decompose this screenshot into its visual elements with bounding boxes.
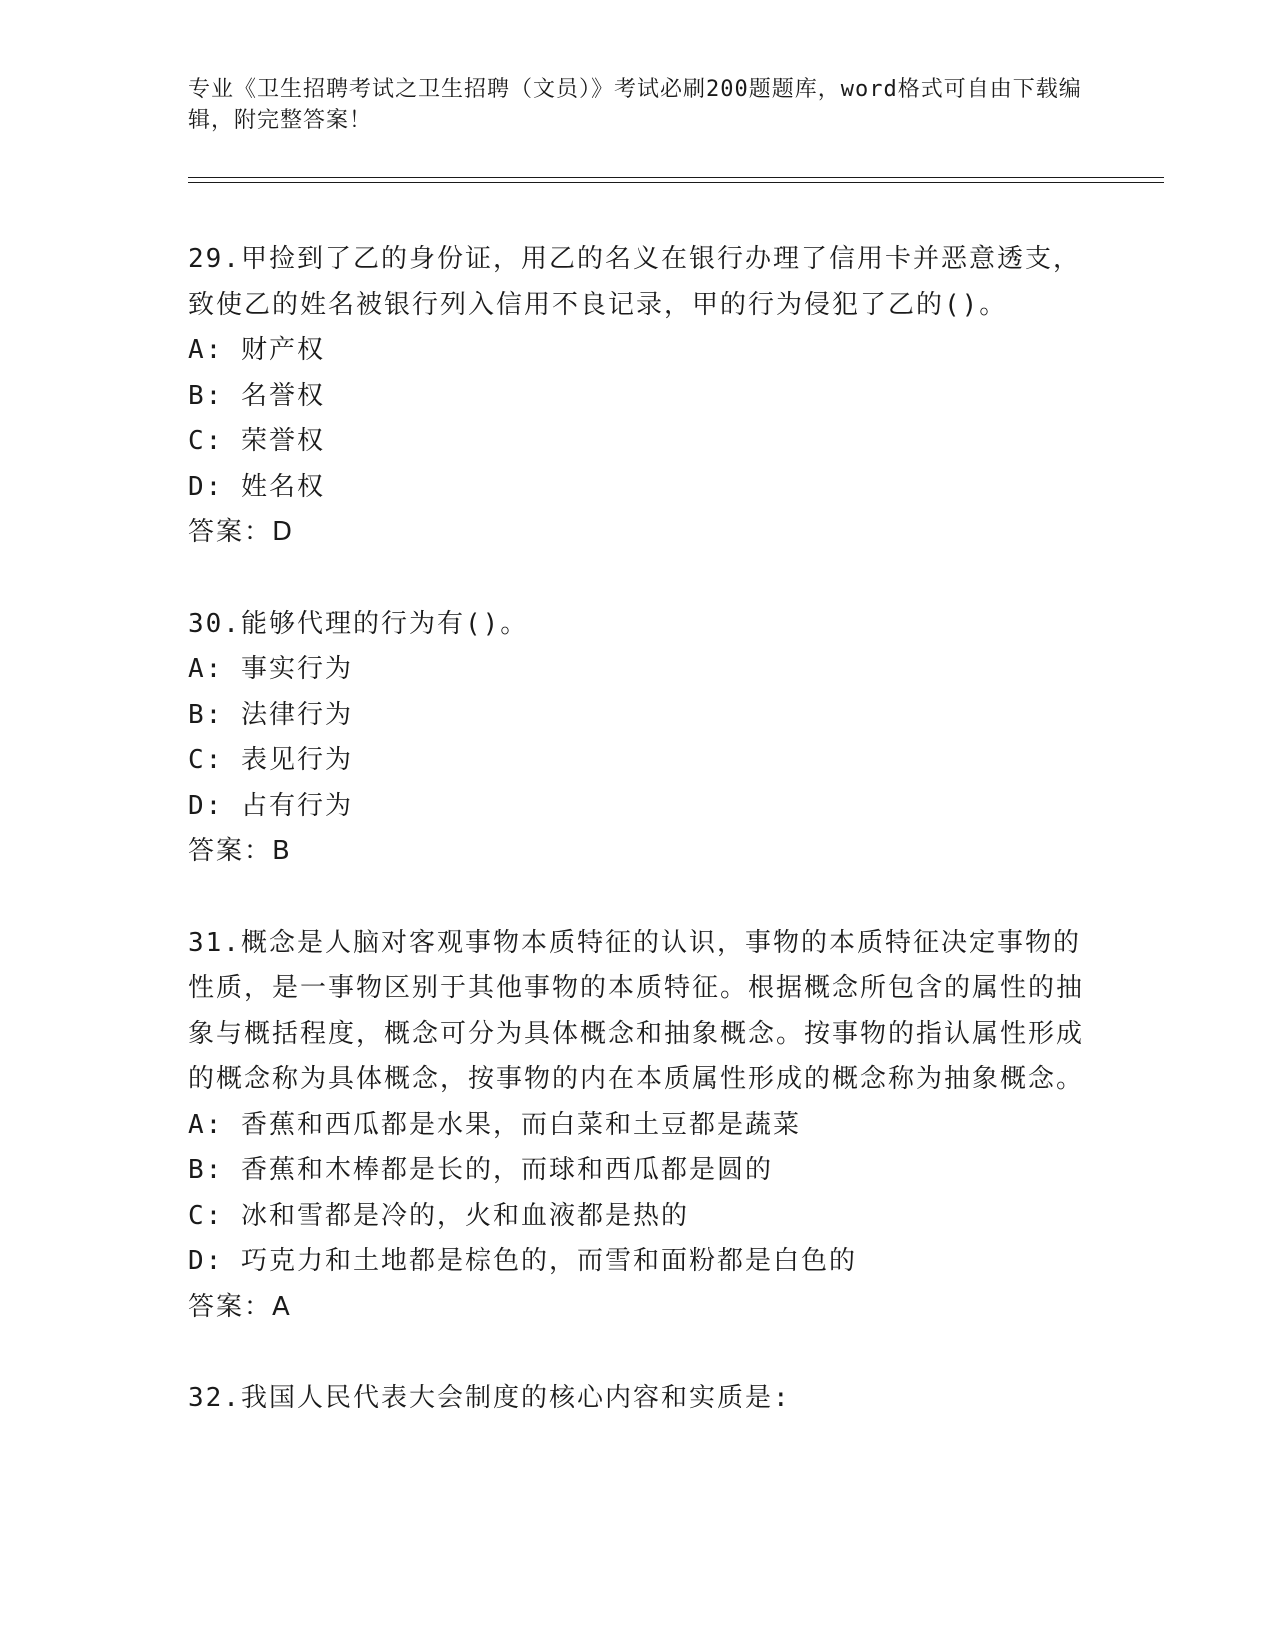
question-stem: 31.概念是人脑对客观事物本质特征的认识，事物的本质特征决定事物的性质，是一事物区别于其他事物的本质特征。根据概念所包含的属性的抽象与概括程度，概念可分为具体概念和抽象概念。按事物的指认属性形成的概念称为具体概念，按事物的内在本质属性形成的概念称为抽象概念。 [188, 927, 1085, 1094]
question-31 [188, 921, 1088, 1331]
question-stem: 29.甲捡到了乙的身份证，用乙的名义在银行办理了信用卡并恶意透支，致使乙的姓名被银行列入信用不良记录，甲的行为侵犯了乙的()。 [188, 244, 1081, 320]
option-a: A: 事实行为 [188, 654, 353, 684]
option-d: D: 巧克力和土地都是棕色的，而雪和面粉都是白色的 [188, 1246, 857, 1276]
answer: 答案：D [188, 517, 295, 547]
answer: 答案：B [188, 836, 292, 866]
question-stem: 32.我国人民代表大会制度的核心内容和实质是: [188, 1383, 791, 1413]
option-c: C: 冰和雪都是冷的，火和血液都是热的 [188, 1200, 689, 1231]
header-divider-top [188, 177, 1164, 178]
option-a: A: 财产权 [188, 335, 325, 365]
question-29 [188, 237, 1088, 556]
question-stem: 30.能够代理的行为有()。 [188, 608, 529, 639]
option-c: C: 荣誉权 [188, 426, 325, 456]
header-divider-bottom [188, 182, 1164, 183]
option-d: D: 姓名权 [188, 471, 325, 502]
answer: 答案：A [188, 1291, 292, 1322]
option-c: C: 表见行为 [188, 745, 353, 775]
question-32 [188, 1376, 1088, 1422]
option-d: D: 占有行为 [188, 790, 353, 821]
option-b: B: 法律行为 [188, 699, 353, 730]
question-30 [188, 602, 1088, 875]
option-a: A: 香蕉和西瓜都是水果，而白菜和土豆都是蔬菜 [188, 1109, 801, 1140]
document-header: 专业《卫生招聘考试之卫生招聘（文员）》考试必刷200题题库，word格式可自由下载编辑，附完整答案！ [188, 77, 1082, 133]
option-b: B: 香蕉和木棒都是长的，而球和西瓜都是圆的 [188, 1155, 773, 1185]
question-list [188, 237, 1088, 1468]
option-b: B: 名誉权 [188, 380, 325, 411]
